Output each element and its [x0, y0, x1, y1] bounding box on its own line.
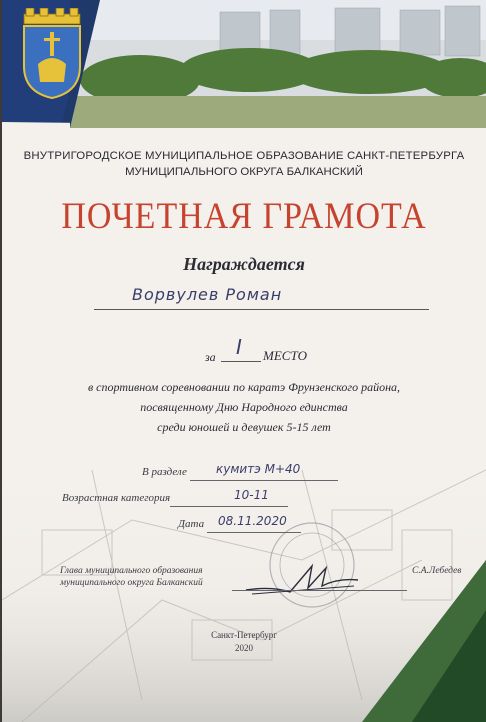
date-underline — [207, 532, 301, 533]
recipient-underline — [94, 309, 429, 310]
signatory-title-line-2: муниципального округа Балканский — [60, 578, 203, 588]
age-category-value: 10-11 — [234, 488, 269, 502]
organization-line-1: ВНУТРИГОРОДСКОЕ МУНИЦИПАЛЬНОЕ ОБРАЗОВАНИЕ САНКТ-ПЕТЕРБУРГА — [23, 150, 465, 162]
awarded-label: Награждается — [183, 254, 305, 274]
age-category-underline — [170, 506, 288, 507]
handwritten-signature — [242, 556, 362, 600]
signatory-title-line-1: Глава муниципального образования — [60, 566, 203, 576]
city-label: Санкт-Петербург — [211, 630, 277, 640]
year-label: 2020 — [235, 643, 253, 653]
category-label: В разделе — [142, 466, 187, 478]
category-value: кумитэ М+40 — [216, 462, 301, 476]
description-line-1: в спортивном соревновании по каратэ Фрунзенского района, — [87, 380, 401, 394]
date-value: 08.11.2020 — [218, 514, 287, 528]
certificate-sheet — [2, 0, 486, 722]
description-line-3: среди юношей и девушек 5-15 лет — [157, 420, 331, 434]
description-line-2: посвященному Дню Народного единства — [140, 400, 348, 414]
organization-line-2: МУНИЦИПАЛЬНОГО ОКРУГА БАЛКАНСКИЙ — [125, 166, 363, 178]
category-underline — [190, 480, 338, 481]
age-category-label: Возрастная категория — [62, 492, 171, 504]
for-label: за — [205, 350, 216, 364]
place-underline — [221, 361, 261, 362]
recipient-name: Ворвулев Роман — [132, 285, 283, 304]
signatory-name: С.А.Лебедев — [412, 566, 462, 576]
signature-underline — [232, 590, 407, 591]
certificate-title: ПОЧЕТНАЯ ГРАМОТА — [61, 196, 427, 237]
place-value: I — [236, 335, 242, 359]
place-label: МЕСТО — [263, 348, 308, 363]
date-label: Дата — [178, 518, 205, 530]
